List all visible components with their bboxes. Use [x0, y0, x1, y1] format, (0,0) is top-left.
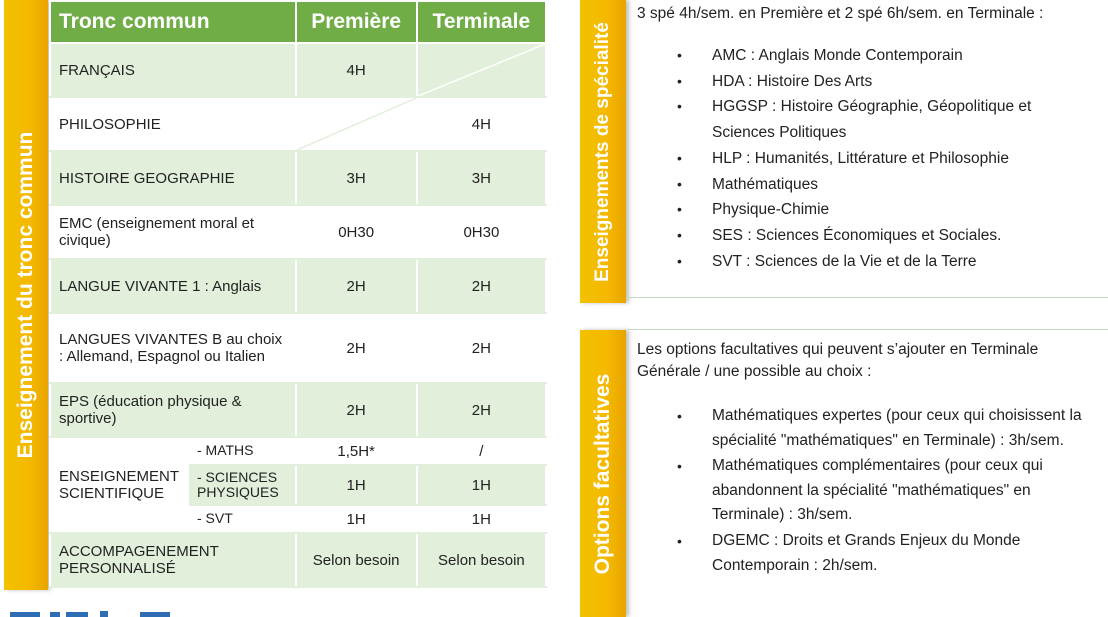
subject-name: EMC (enseignement moral et civique) [50, 205, 296, 259]
subject-name: PHILOSOPHIE [50, 97, 296, 151]
hours-premiere: Selon besoin [296, 533, 417, 587]
bullet-icon: • [677, 175, 682, 192]
hours-terminale: Selon besoin [417, 533, 546, 587]
subject-name: HISTOIRE GEOGRAPHIE [50, 151, 296, 205]
table-row [50, 97, 546, 151]
table-row [50, 533, 546, 587]
hours-premiere: 1,5H* [296, 437, 417, 465]
list-item [677, 94, 1077, 145]
list-item [677, 454, 1087, 528]
list-item [677, 146, 1077, 172]
subject-name: LANGUES VIVANTES B au choix : Allemand, Espagnol ou Italien [50, 313, 296, 383]
sub-subject-name: - SCIENCES PHYSIQUES [188, 465, 296, 505]
subject-name: ENSEIGNEMENT SCIENTIFIQUE [50, 437, 188, 533]
tronc-commun-side-text: Enseignement du tronc commun [14, 131, 37, 459]
hours-terminale: 2H [417, 383, 546, 437]
options-intro: Les options facultatives qui peuvent s’ajouter en Terminale Générale / une possible au choix : [637, 341, 1039, 381]
list-item-text: Mathématiques [712, 175, 818, 193]
hours-premiere: 1H [296, 465, 417, 505]
subject-name: EPS (éducation physique & sportive) [50, 383, 296, 437]
list-item [677, 223, 1077, 249]
bullet-icon: • [677, 408, 682, 424]
empty-cell-diagonal [296, 97, 417, 151]
hours-terminale: 4H [417, 97, 546, 151]
tronc-commun-table [49, 0, 547, 588]
section-divider [627, 329, 1108, 330]
hours-premiere: 3H [296, 151, 417, 205]
bullet-icon: • [677, 252, 682, 269]
subject-name: ACCOMPAGENEMENT PERSONNALISÉ [50, 533, 296, 587]
bullet-icon: • [677, 149, 682, 166]
empty-cell-diagonal [417, 43, 546, 97]
table-row [50, 259, 546, 313]
hours-terminale: 0H30 [417, 205, 546, 259]
list-item-text: SES : Sciences Économiques et Sociales. [712, 226, 1002, 244]
list-item [677, 172, 1077, 198]
list-item-text: HGGSP : Histoire Géographie, Géopolitique et Sciences Politiques [712, 98, 1032, 142]
table-row [50, 43, 546, 97]
table-row [50, 383, 546, 437]
specialite-side-text: Enseignements de spécialité [592, 21, 613, 282]
subject-name: FRANÇAIS [50, 43, 296, 97]
specialite-side-label [580, 0, 626, 303]
hours-terminale: 1H [417, 505, 546, 533]
table-row [50, 205, 546, 259]
hours-premiere: 2H [296, 259, 417, 313]
hours-terminale: 1H [417, 465, 546, 505]
list-item-text: HLP : Humanités, Littérature et Philosophie [712, 149, 1009, 167]
list-item [677, 529, 1087, 578]
list-item-text: SVT : Sciences de la Vie et de la Terre [712, 252, 977, 270]
hours-premiere: 1H [296, 505, 417, 533]
header-tronc-commun: Tronc commun [50, 1, 296, 43]
table-row [50, 151, 546, 205]
bullet-icon: • [677, 201, 682, 218]
options-side-text: Options facultatives [591, 373, 614, 574]
list-item [677, 404, 1087, 453]
list-item-text: Mathématiques expertes (pour ceux qui choisissent la spécialité "mathématiques" en Terminale) : 3h/sem. [712, 407, 1082, 449]
list-item-text: DGEMC : Droits et Grands Enjeux du Monde Contemporain : 2h/sem. [712, 531, 1021, 574]
list-item [677, 69, 1077, 95]
list-item [677, 197, 1077, 223]
hours-premiere: 4H [296, 43, 417, 97]
hours-terminale: 2H [417, 259, 546, 313]
bullet-icon: • [677, 72, 682, 89]
bullet-icon: • [677, 532, 682, 549]
sub-subject-name: - MATHS [188, 437, 296, 465]
specialite-intro: 3 spé 4h/sem. en Première et 2 spé 6h/sem. en Terminale : [637, 5, 1044, 22]
hours-premiere: 2H [296, 383, 417, 437]
bullet-icon: • [677, 226, 682, 243]
header-terminale: Terminale [417, 1, 546, 43]
subject-name: LANGUE VIVANTE 1 : Anglais [50, 259, 296, 313]
list-item [677, 43, 1077, 69]
list-item-text: Physique-Chimie [712, 201, 830, 219]
logo-fragment [10, 610, 170, 617]
table-row [50, 437, 546, 465]
section-divider [627, 297, 1108, 298]
header-premiere: Première [296, 1, 417, 43]
list-item-text: Mathématiques complémentaires (pour ceux qui abandonnent la spécialité "mathématiques" en Terminale) : 3h/sem. [712, 457, 1043, 524]
list-item-text: HDA : Histoire Des Arts [712, 72, 873, 90]
bullet-icon: • [677, 47, 682, 63]
hours-terminale: / [417, 437, 546, 465]
list-item [677, 249, 1077, 275]
hours-premiere: 0H30 [296, 205, 417, 259]
bullet-icon: • [677, 458, 682, 475]
hours-terminale: 3H [417, 151, 546, 205]
tronc-commun-side-label [4, 0, 48, 590]
hours-premiere: 2H [296, 313, 417, 383]
specialite-list [677, 43, 1077, 274]
list-item-text: AMC : Anglais Monde Contemporain [712, 47, 963, 64]
sub-subject-name: - SVT [188, 505, 296, 533]
options-list [677, 404, 1087, 579]
bullet-icon: • [677, 98, 682, 115]
table-row [50, 313, 546, 383]
options-side-label [580, 330, 626, 617]
hours-terminale: 2H [417, 313, 546, 383]
